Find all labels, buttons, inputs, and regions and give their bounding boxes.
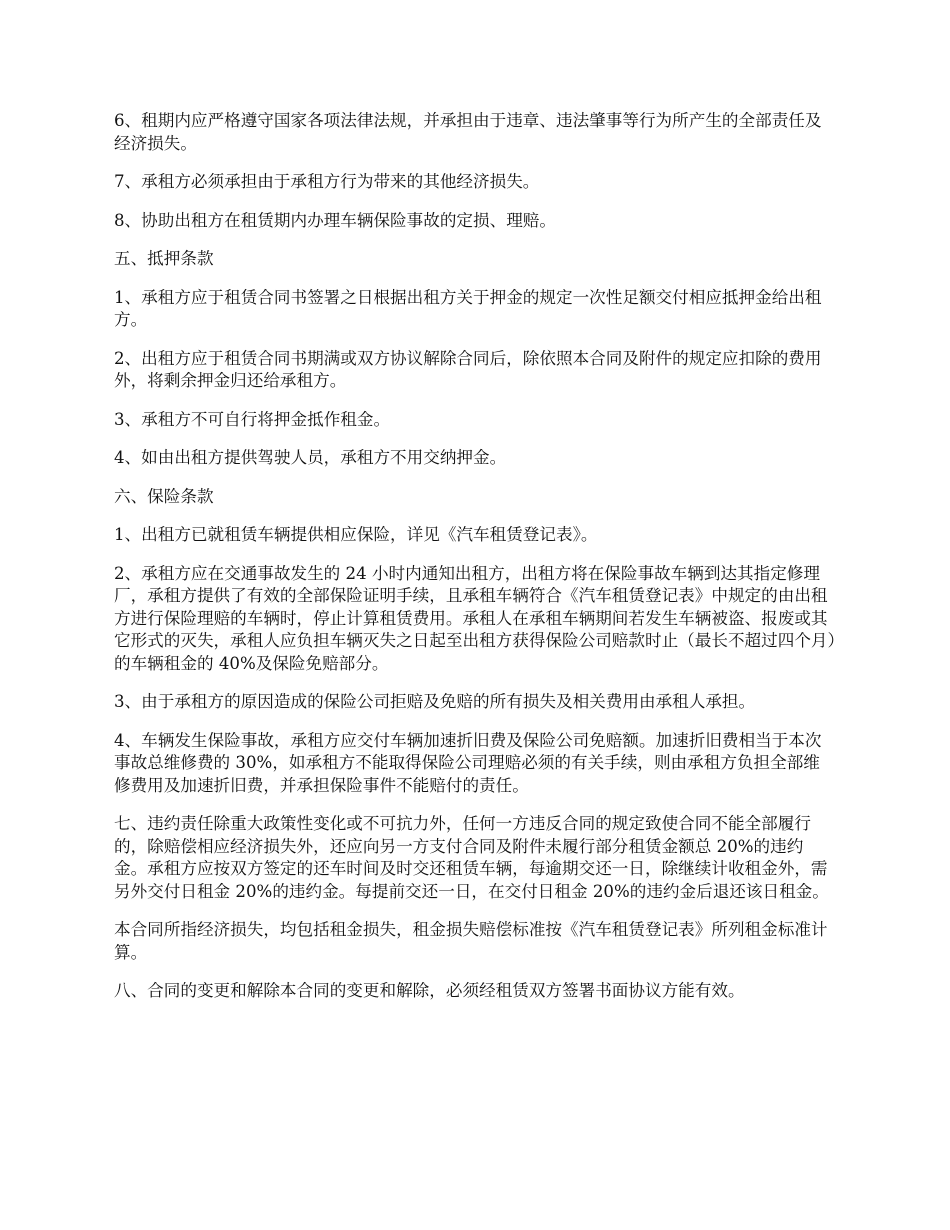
economic-loss-note: 本合同所指经济损失，均包括租金损失，租金损失赔偿标准按《汽车租赁登记表》所列租金标准计算。 <box>114 920 828 962</box>
insurance-clause-1: 1、出租方已就租赁车辆提供相应保险，详见《汽车租赁登记表》。 <box>114 525 598 544</box>
deposit-clause-4: 4、如由出租方提供驾驶人员，承租方不用交纳押金。 <box>114 448 507 467</box>
deposit-clause-1: 1、承租方应于租赁合同书签署之日根据出租方关于押金的规定一次性足额交付相应抵押金给出租方。 <box>114 287 822 329</box>
document-body <box>114 110 836 1019</box>
clause-6-lawful-conduct: 6、租期内应严格遵守国家各项法律法规，并承担由于违章、违法肇事等行为所产生的全部责任及经济损失。 <box>114 111 822 153</box>
clause-7-other-losses: 7、承租方必须承担由于承租方行为带来的其他经济损失。 <box>114 172 540 191</box>
deposit-clause-2: 2、出租方应于租赁合同书期满或双方协议解除合同后，除依照本合同及附件的规定应扣除的费用外，将剩余押金归还给承租方。 <box>114 348 822 390</box>
insurance-clause-2: 2、承租方应在交通事故发生的 24 小时内通知出租方，出租方将在保险事故车辆到达其指定修理厂，承租方提供了有效的全部保险证明手续，且承租车辆符合《汽车租赁登记表》中规定的由出租方进行保险理赔的车辆时，停止计算租赁费用。承租人在承租车辆期间若发生车辆被盗、报废或其它形式的灭失，承租人应负担车辆灭失之日起至出租方获得保险公司赔款时止（最长不超过四个月）的车辆租金的 40%及保险免赔部分。 <box>114 563 836 673</box>
section-amendment-termination: 八、合同的变更和解除本合同的变更和解除，必须经租赁双方签署书面协议方能有效。 <box>114 981 745 1000</box>
deposit-clause-3: 3、承租方不可自行将押金抵作租金。 <box>114 409 391 429</box>
clause-8-insurance-assist: 8、协助出租方在租赁期内办理车辆保险事故的定损、理赔。 <box>114 210 556 230</box>
section-breach-liability: 七、违约责任除重大政策性变化或不可抗力外，任何一方违反合同的规定致使合同不能全部履行的，除赔偿相应经济损失外，还应向另一方支付合同及附件未履行部分租赁金额总 20%的违约金。承租方应按双方签定的还车时间及时交还租赁车辆，每逾期交还一日，除继续计收租金外，需另外交付日租金 20%的违约金。每提前交还一日，在交付日租金 20%的违约金后退还该日租金。 <box>114 814 829 901</box>
section-heading-deposit: 五、抵押条款 <box>114 249 214 268</box>
insurance-clause-3: 3、由于承租方的原因造成的保险公司拒赔及免赔的所有损失及相关费用由承租人承担。 <box>114 692 756 711</box>
insurance-clause-4: 4、车辆发生保险事故，承租方应交付车辆加速折旧费及保险公司免赔额。加速折旧费相当于本次事故总维修费的 30%，如承租方不能取得保险公司理赔必须的有关手续，则由承租方负担全部维修费用及加速折旧费，并承担保险事件不能赔付的责任。 <box>114 730 822 795</box>
section-heading-insurance: 六、保险条款 <box>114 486 214 506</box>
